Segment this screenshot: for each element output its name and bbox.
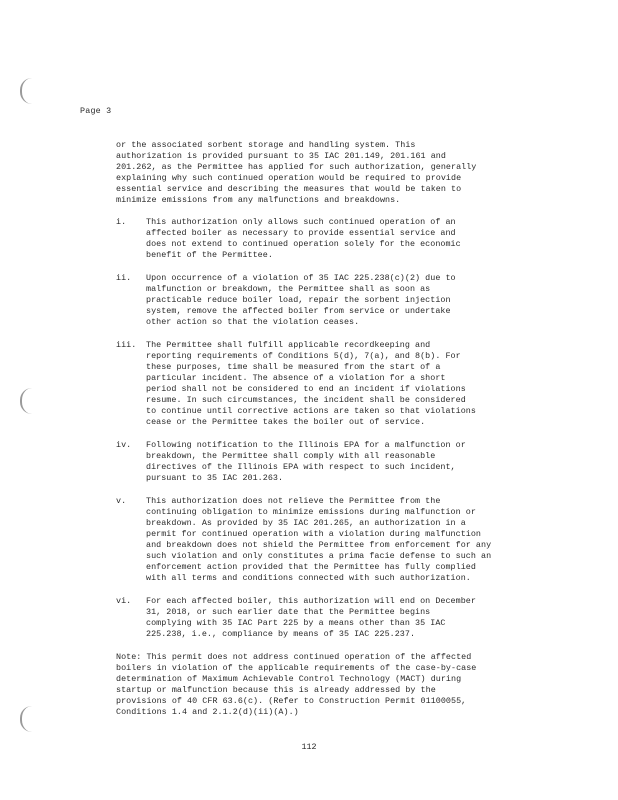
list-item-number: iii. bbox=[116, 340, 137, 350]
binder-hole-mark-middle bbox=[20, 388, 32, 414]
list-item-ii bbox=[116, 273, 516, 328]
document-body bbox=[116, 140, 516, 726]
intro-paragraph: or the associated sorbent storage and handling system. This authorization is provided pursuant to 35 IAC 201.149, 201.161 and 201.262, as the Permittee has applied for such authorization, generally explaining why such continued operation would be required to provide essential service and describing the measures that would be taken to minimize emissions from any malfunctions and breakdowns. bbox=[116, 140, 477, 205]
list-item-text: The Permittee shall fulfill applicable recordkeeping and reporting requirements of Conditions 5(d), 7(a), and 8(b). For these purposes, time shall be measured from the start of a particular incident. The absence of a violation for a short period shall not be considered to end an incident if violations resume. In such circumstances, the incident shall be considered to continue until corrective actions are taken so that violations cease or the Permittee takes the boiler out of service. bbox=[146, 340, 476, 427]
binder-hole-mark-top bbox=[20, 78, 32, 104]
page-number: 112 bbox=[301, 742, 317, 752]
list-item-number: v. bbox=[116, 496, 127, 506]
list-item-text: Following notification to the Illinois EPA for a malfunction or breakdown, the Permittee shall comply with all reasonable directives of the Illinois EPA with respect to such incident, pursuant to 35 IAC 201.263. bbox=[146, 440, 466, 483]
note-paragraph: Note: This permit does not address continued operation of the affected boilers in violation of the applicable requirements of the case-by-case determination of Maximum Achievable Control Technology (MACT) during startup or malfunction because this is already addressed by the provisions of 40 CFR 63.6(c). (Refer to Construction Permit 01100055, Conditions 1.4 and 2.1.2(d)(ii)(A).) bbox=[116, 652, 477, 717]
list-item-number: iv. bbox=[116, 440, 132, 450]
list-item-v bbox=[116, 496, 516, 584]
list-item-text: This authorization only allows such continued operation of an affected boiler as necessary to provide essential service and does not extend to continued operation solely for the economic benefit of the Permittee. bbox=[146, 217, 461, 260]
list-item-number: vi. bbox=[116, 596, 132, 606]
list-item-i bbox=[116, 217, 516, 261]
list-item-vi bbox=[116, 596, 516, 640]
list-item-text: For each affected boiler, this authorization will end on December 31, 2018, or such earlier date that the Permittee begins complying with 35 IAC Part 225 by a means other than 35 IAC 225.238, i.e., compliance by means of 35 IAC 225.237. bbox=[146, 596, 476, 639]
list-item-text: Upon occurrence of a violation of 35 IAC 225.238(c)(2) due to malfunction or breakdown, the Permittee shall as soon as practicable reduce boiler load, repair the sorbent injection system, remove the affected boiler from service or undertake other action so that the violation ceases. bbox=[146, 273, 456, 327]
list-item-number: i. bbox=[116, 217, 127, 227]
list-item-text: This authorization does not relieve the Permittee from the continuing obligation to minimize emissions during malfunction or breakdown. As provided by 35 IAC 201.265, an authorization in a permit for continued operation with a violation during malfunction and breakdown does not shield the Permittee from enforcement for any such violation and only constitutes a prima facie defense to such an enforcement action provided that the Permittee has fully complied with all terms and conditions connected with such authorization. bbox=[146, 496, 492, 583]
binder-hole-mark-bottom bbox=[20, 706, 32, 732]
page-label: Page 3 bbox=[80, 106, 112, 116]
list-item-iii bbox=[116, 340, 516, 428]
list-item-iv bbox=[116, 440, 516, 484]
list-item-number: ii. bbox=[116, 273, 132, 283]
